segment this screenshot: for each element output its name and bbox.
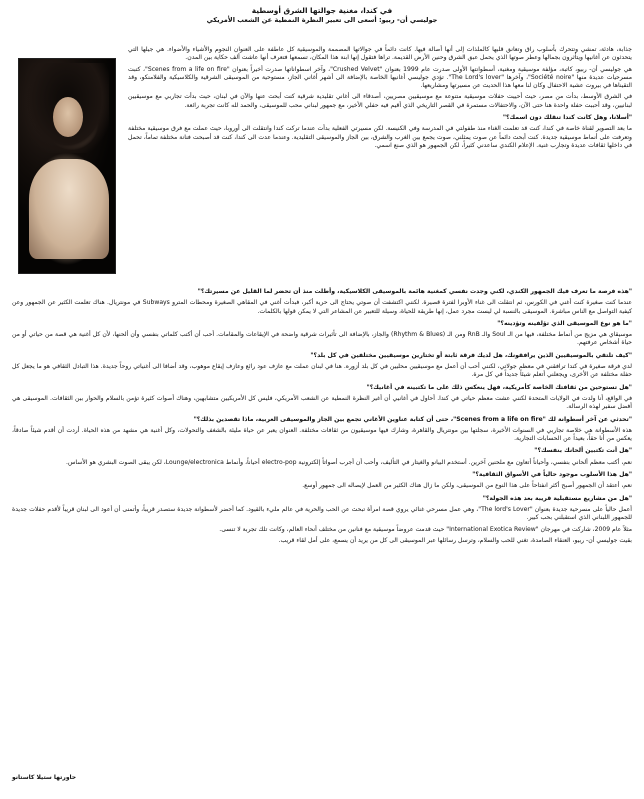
intro-column	[128, 46, 632, 153]
interview-answer: عندما كنت صغيرة كنت أغني في الكورس، ثم انتقلت الى غناء الأوبرا لفترة قصيرة. لكنني اكتشفت أن صوتي يحتاج الى حرية أكبر، فبدأت أغني في المقاهي الصغيرة ومحطات المترو Subways في مونتريال. هناك تعلمت الكثير عن الجمهور وعن كيفية التواصل مع الناس مباشرة. الموسيقى بالنسبة لي ليست مجرد عمل، إنها طريقة للحياة، وسيلة للتعبير عن المشاعر التي لا يمكن قولها بالكلمات.	[12, 299, 632, 315]
interview-question: "ما هو نوع الموسيقى الذي تؤلفينه وتؤدينه؟"	[497, 319, 632, 327]
interview-body	[12, 284, 632, 548]
interview-answer: ما بعد التصوير لقناة خاصة في كندا، كنت قد تعلمت الغناء منذ طفولتي في المدرسة وفي الكنيسة. لكن مسيرتي الفعلية بدأت عندما تركت كندا وانتقلت الى أوروبا، حيث عملت مع فرق موسيقية مختلفة وتعرفت على أنماط موسيقية جديدة. كنت أبحث دائماً عن صوت يمثلني، صوت يجمع بين الغرب والشرق، بين الجاز والموسيقى التقليدية. وعندما عدت الى كندا، كنت قد أصبحت فنانة مختلفة تماماً، تحمل في داخلها ثقافات عديدة وتجارب غنية. الإعلام الكندي ساعدني كثيراً، لكن الجمهور هو الذي صنع اسمي.	[128, 125, 632, 149]
interview-question: "هذه فرصة ما تعرف فيك الجمهور الكندي، لكني وجدت نفسي كمغنية هائمة بالموسيقى الكلاسيكية، وأطلت منذ أن تحضر لما القليل عن مسيرتك؟"	[197, 288, 632, 295]
interview-question: "هل تستوحين من ثقافتك الخاصة كأمريكية، فهل ينعكس ذلك على ما تكتبينه في أغانيك؟"	[366, 383, 632, 391]
interview-answer: لدي فرقة صغيرة في كندا ترافقني في معظم جولاتي، لكنني أحب أن أعمل مع موسيقيين محليين في كل بلد أزوره. هنا في لبنان عملت مع عازف عود رائع وعازف إيقاع موهوب، وقد أضافا الى أغنياتي روحاً جديدة. هذا التبادل الثقافي هو ما يجعل كل حفلة مختلفة عن الأخرى، ويجعلني أتعلم شيئاً جديداً في كل مرة.	[12, 363, 632, 379]
interview-answer: نعم، أعتقد أن الجمهور أصبح أكثر انفتاحاً على هذا النوع من الموسيقى، ولكن ما زال هناك الكثير من العمل لإيصاله الى جمهور أوسع.	[302, 482, 632, 490]
interview-answer: نعم، أكتب معظم ألحاني بنفسي، وأحياناً أتعاون مع ملحنين آخرين. أستخدم البيانو والغيتار في التأليف، وأحب أن أجرب أصواتاً إلكترونية electro-pop أحياناً، وأنماط Lounge/electronica، لكن يبقى الصوت البشري هو الأساس.	[66, 458, 632, 466]
singer-photo	[18, 58, 116, 274]
interview-answer: في الواقع، أنا ولدت في الولايات المتحدة لكنني عشت معظم حياتي في كندا. أحاول في أغانيي أن أغير النظرة النمطية عن الشعب الأمريكي، فليس كل الأمريكيين متشابهين، وهناك أصوات كثيرة تؤمن بالسلام والحوار بين الثقافات. الموسيقى هي أفضل سفير لهذه الرسالة.	[12, 394, 632, 411]
interview-question: "هل أنت تكتبين ألحانك بنفسك؟"	[534, 447, 632, 455]
article-title: في كندا، مغنية جوالتها الشرق أوسطية	[251, 6, 393, 15]
photo-shoulder-shape	[29, 159, 109, 259]
author-credit: حاورتها ستيلا كاستانو	[12, 774, 77, 781]
article-header	[0, 6, 644, 25]
interview-question: "هل هذا الأسلوب موجود حالياً في الأسواق الثقافية؟"	[472, 471, 632, 479]
interview-question: "كيف تلتقي بالموسيقيين الذين يرافقونك، هل لديك فرقة ثابتة أو تختارين موسيقيين مختلفين في كل بلد؟"	[310, 351, 632, 359]
intro-paragraph: جذابة، هادئة، تمشي وتتحرك بأسلوب راق وتعانق قلبها كالملذات إلى أنها أصالة فيها. كانت دائماً في جوالاتها المصممة والموسيقية كل عاطفة على العنوان النجوم والأشياء والأضواء. هي جيلها التي يتحدثون عن أغانيها ويتأثرون بجمالها وعطر صوتها الذي يحمل عبق الشرق وحنين الأرض القديمة. تراها فتقول إنها ابنة هذا المكان، تسمعها فتعرف أنها عاشت ألف حكاية بين المدن.	[128, 46, 632, 62]
interview-answer: أعمل حالياً على مسرحية جديدة بعنوان "The lord's Lover"، وهي عمل مسرحي غنائي يروي قصة امرأة تبحث عن الحب والحرية في عالم مليء بالقيود. كما أحضر لأسطوانة جديدة ستصدر قريباً، وأتمنى أن أعود الى لبنان قريباً لأقدم حفلات جديدة للجمهور اللبناني الذي استقبلني بحب كبير.	[12, 505, 632, 522]
interview-question: "تحدثي عن آخر أسطوانة لك "Scenes from a life on fire"، حتى أن كتابة عناوين الأغاني تجمع بين الجاز والموسيقى العربية، ماذا تقصدين بذلك؟"	[193, 415, 632, 423]
article-subtitle: جوليسي أن- ربيو: أسعى الى تعبير النظرة النمطية عن الشعب الأمريكي	[206, 16, 438, 24]
closing-paragraph: مثلاً عام 2009، شاركت في مهرجان "International Exotica Review" حيث قدمت عروضاً موسيقية مع فنانين من مختلف أنحاء العالم، وكانت تلك تجربة لا تنسى.	[219, 525, 632, 533]
interview-answer: موسيقاي هي مزيج من أنماط مختلفة، فيها من الـ Soul والـ RnB ومن الـ (Rhythm & Blues) والجاز، بالإضافة الى تأثيرات شرقية واضحة في الإيقاعات والمقامات. أحب أن أكتب كلماتي بنفسي وأن ألحنها، لأن كل أغنية هي قصة من حياتي أو من حياة أشخاص عرفتهم.	[12, 331, 632, 347]
closing-paragraph: بقيت جوليسي أن- ربيو، العنقاء الصامدة، تغني للحب والسلام، وترسل رسائلها عبر الموسيقى الى كل من يريد أن يسمع، على أمل لقاء قريب.	[278, 536, 632, 544]
photo-face-shape	[53, 97, 83, 137]
intro-paragraph: هي جوليسي أن- ربيو، كاتبة، مؤلفة موسيقية ومغنية، أسطوانتها الأولى صدرت عام 1999 بعنوان "Crushed Velvet"، وآخر اسطواناتها صدرت أخيراً بعنوان "Scenes from a life on fire"، كتبت مسرحيات عديدة منها "Société noire"، وآخرها "The Lord's lover". تؤدي جوليسي أغانيها الخاصة بالإضافة الى أشهر أغاني الجاز، مستوحية من الموسيقى الشرقية والكلاسيكية والفلامنكو، وقد التقيناها في بيروت عشية الاحتفال وكان لنا معها هذا الحديث عن مسيرتها ومشاريعها.	[128, 65, 632, 90]
interview-question: "هل من مشاريع مستقبلية قريبة بعد هذه الجولة؟"	[482, 494, 632, 502]
intro-paragraph: في الشرق الأوسط، بدأت من مصر، حيث أحييت حفلات موسيقية متنوعة مع موسيقيين مصريين، أصدقاء الى أغاني تقليدية شرقية كنت أبحث عنها والآن في لبنان، حيث بدأت تجاربي مع موسيقيين لبنانيين، وقد أحببت حفلة واحدة هنا حتى الآن، والاحتفالات مستمرة في القصر التاريخي الذي أقيم فيه حفلي الأخير، مع جمهور لبناني محب للموسيقى، والحمد لله كانت تجربة رائعة.	[128, 93, 632, 109]
interview-answer: هذه الأسطوانة هي خلاصة تجاربي في السنوات الأخيرة، سجلتها بين مونتريال والقاهرة، وشارك فيها موسيقيون من ثقافات مختلفة. العنوان يعبر عن حياة مليئة بالشغف والتحولات، وكل أغنية هي مشهد من هذه الحياة. أردت أن أقدم شيئاً صادقاً، يعكس من أنا حقاً، بعيداً عن الحسابات التجارية.	[12, 426, 632, 443]
interview-question: "أسلانا، وهل كانت كندا تنقلك دون اسمك؟"	[502, 114, 632, 122]
